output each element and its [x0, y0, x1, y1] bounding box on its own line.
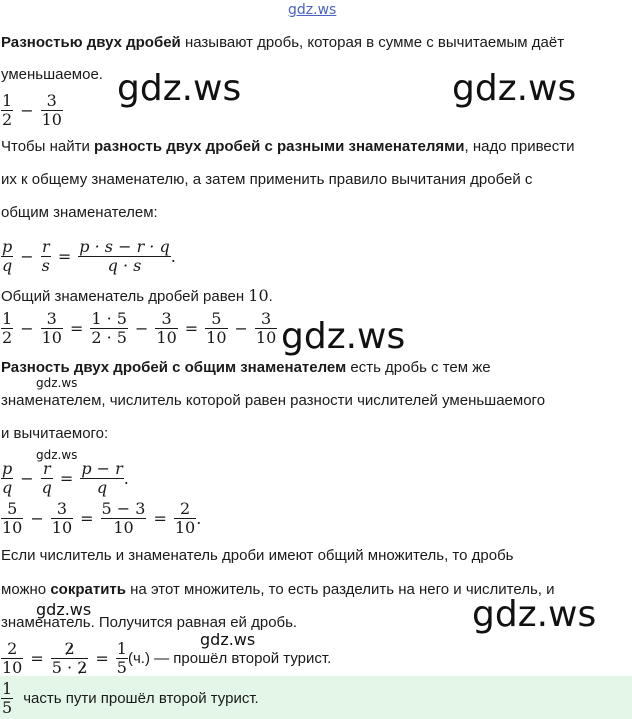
watermark: gdz.ws — [452, 68, 577, 109]
expression-example-3: $\frac{5}{10}$ − $\frac{3}{10}$ = $\frac{5 - 3}{10}$ = $\frac{2}{10}$ . — [2, 498, 202, 537]
site-watermark-link[interactable]: gdz.ws — [288, 2, 337, 18]
watermark: gdz.ws — [36, 448, 78, 462]
rule-common-denominator-line3: и вычитаемого: — [1, 425, 109, 442]
rule-different-denominators-line1: Чтобы найти разность двух дробей с разными знаменателями, надо привести — [1, 138, 575, 155]
formula-different-denominators: $\frac{p}{q}$ − $\frac{r}{s}$ = $\frac{p \cdot s - r \cdot q}{q \cdot s}$ . — [2, 236, 176, 275]
rule-different-denominators-line3: общим знаменателем: — [1, 204, 158, 221]
reduce-rule-line1: Если числитель и знаменатель дроби имеют общий множитель, то дробь — [1, 547, 514, 564]
watermark: gdz.ws — [36, 600, 92, 619]
term-difference: Разностью двух дробей — [1, 34, 181, 51]
answer-text: часть пути прошёл второй турист. — [23, 689, 259, 707]
formula-common-denominator: $\frac{p}{q}$ − $\frac{r}{q}$ = $\frac{p - r}{q}$ . — [2, 458, 129, 497]
rule-different-denominators-line2: их к общему знаменателю, а затем применить правило вычитания дробей с — [1, 171, 533, 188]
expression-example-1: $\frac{1}{2}$ − $\frac{3}{10}$ — [2, 90, 62, 129]
answer-fraction: $\frac{1}{5}$ — [2, 678, 13, 717]
watermark: gdz.ws — [472, 594, 597, 635]
reduce-rule-line3: знаменатель. Получится равная ей дробь. — [1, 614, 298, 631]
rule-common-denominator-line2: знаменателем, числитель которой равен разности числителей уменьшаемого — [1, 392, 546, 409]
fraction: $\frac{3}{10}$ — [41, 90, 62, 129]
term-different-denominators: разность двух дробей с разными знаменателями — [94, 138, 465, 155]
answer-box — [0, 676, 632, 719]
term-common-denominator: Разность двух дробей с общим знаменателем — [1, 359, 347, 376]
definition-difference-line2: уменьшаемое. — [1, 66, 103, 83]
reduction-note: (ч.) — прошёл второй турист. — [127, 649, 332, 667]
definition-difference-line1: Разностью двух дробей называют дробь, которая в сумме с вычитаемым даёт — [1, 34, 565, 51]
fraction: $\frac{1}{2}$ — [2, 90, 13, 129]
watermark: gdz.ws — [117, 68, 242, 109]
reduce-rule-line2: можно сократить на этот множитель, то есть разделить на него и числитель, и — [1, 581, 555, 598]
expression-example-2: $\frac{1}{2}$ − $\frac{3}{10}$ = $\frac{1 \cdot 5}{2 \cdot 5}$ − $\frac{3}{10}$ = $\frac{5}{10}$ − $\frac{3}{10}$ — [2, 308, 277, 347]
common-denominator-sentence: Общий знаменатель дробей равен 10. — [1, 286, 273, 305]
rule-common-denominator-line1: Разность двух дробей с общим знаменателем есть дробь с тем же — [1, 359, 491, 376]
watermark: gdz.ws — [36, 376, 78, 390]
watermark: gdz.ws — [281, 316, 406, 357]
term-reduce: сократить — [50, 581, 126, 598]
expression-reduction: $\frac{2}{10}$ = $\frac{2}{5 \cdot 2}$ = $\frac{1}{5}$ (ч.) — прошёл второй турист. — [2, 638, 332, 677]
watermark: gdz.ws — [200, 630, 256, 649]
